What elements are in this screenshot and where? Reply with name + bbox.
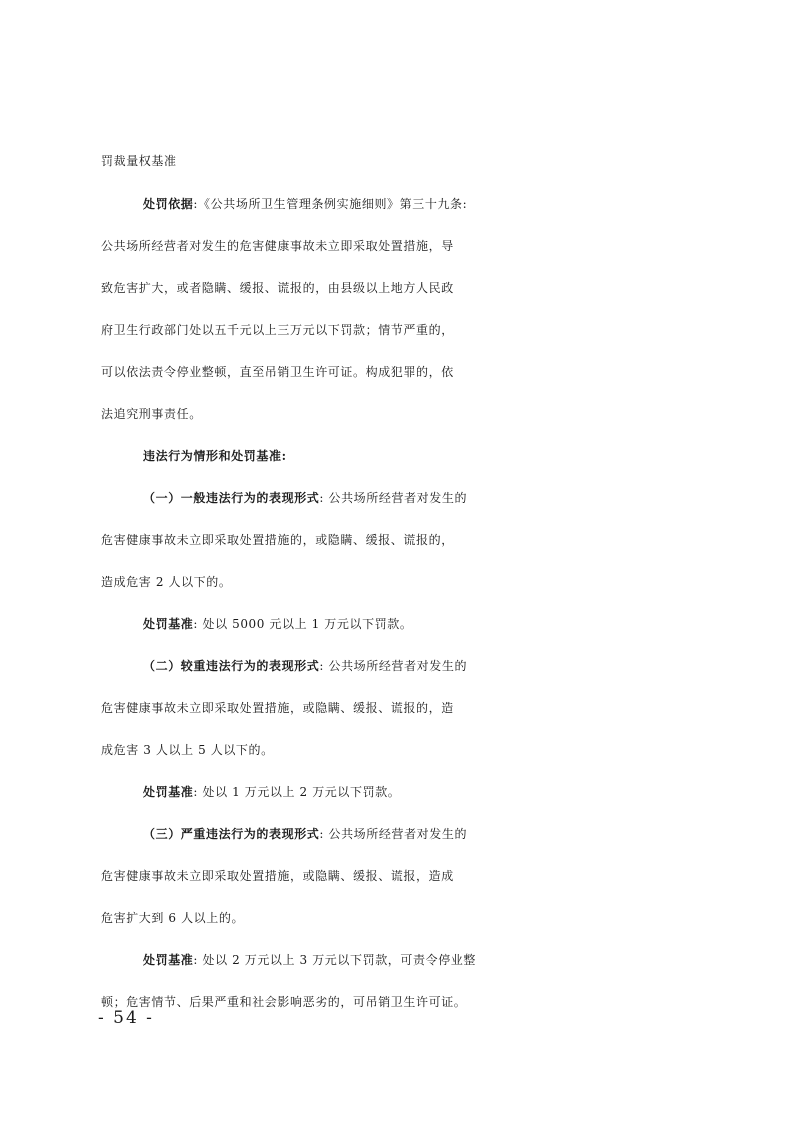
case-3-penalty [143,945,743,975]
case-3-text: : 公共场所经营者对发生的 [319,827,468,841]
basis-citation: :《公共场所卫生管理条例实施细则》第三十九条: [193,197,468,211]
case-2-label: （二）较重违法行为的表现形式 [143,659,320,673]
case-1-penalty [143,609,743,639]
case-1-line-3: 造成危害 2 人以下的。 [101,575,232,589]
case-1-line-2: 危害健康事故未立即采取处置措施的，或隐瞒、缓报、谎报的， [101,533,454,547]
case-1-label: （一）一般违法行为的表现形式 [143,491,320,505]
case-2-line-1 [143,651,743,681]
case-2-text: : 公共场所经营者对发生的 [319,659,468,673]
case-1-text: : 公共场所经营者对发生的 [319,491,468,505]
basis-line-6: 法追究刑事责任。 [101,407,202,421]
case-3-penalty-label: 处罚基准 [143,953,194,967]
basis-line-4: 府卫生行政部门处以五千元以上三万元以下罚款；情节严重的， [101,323,454,337]
case-2-penalty-label: 处罚基准 [143,785,194,799]
basis-line-3: 致危害扩大，或者隐瞒、缓报、谎报的，由县级以上地方人民政 [101,281,454,295]
case-3-label: （三）严重违法行为的表现形式 [143,827,320,841]
case-2-line-3: 成危害 3 人以上 5 人以下的。 [101,743,274,757]
page-number: - 54 - [98,1008,154,1028]
case-1-penalty-label: 处罚基准 [143,617,194,631]
case-3-penalty-text: : 处以 2 万元以上 3 万元以下罚款，可责令停业整 [193,953,476,967]
basis-label: 处罚依据 [143,197,194,211]
case-3-line-1 [143,819,743,849]
case-2-penalty-text: : 处以 1 万元以上 2 万元以下罚款。 [193,785,401,799]
case-3-line-3: 危害扩大到 6 人以上的。 [101,911,245,925]
case-3-line-2: 危害健康事故未立即采取处置措施，或隐瞒、缓报、谎报，造成 [101,869,454,883]
case-1-penalty-text: : 处以 5000 元以上 1 万元以下罚款。 [193,617,413,631]
section-heading: 违法行为情形和处罚基准: [143,449,287,463]
case-3-penalty-line-2: 顿；危害情节、后果严重和社会影响恶劣的，可吊销卫生许可证。 [101,995,467,1009]
basis-line-5: 可以依法责令停业整顿，直至吊销卫生许可证。构成犯罪的，依 [101,365,454,379]
case-2-line-2: 危害健康事故未立即采取处置措施，或隐瞒、缓报、谎报的，造 [101,701,454,715]
basis-line-2: 公共场所经营者对发生的危害健康事故未立即采取处置措施，导 [101,239,454,253]
case-2-penalty [143,777,743,807]
page-title: 罚裁量权基准 [101,154,177,168]
case-1-line-1 [143,483,743,513]
basis-line-1 [143,189,743,219]
